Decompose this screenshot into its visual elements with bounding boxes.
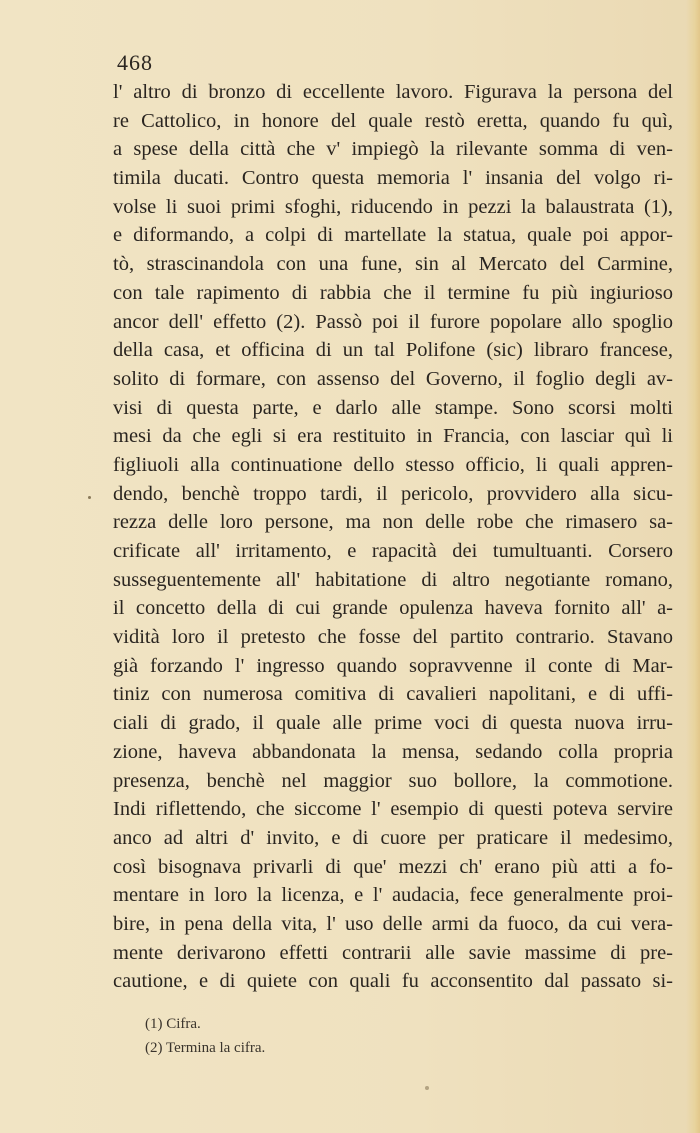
text-line: e diformando, a colpi di martellate la statua, quale poi appor- — [113, 224, 673, 247]
text-line: già forzando l' ingresso quando sopravvenne il conte di Mar- — [113, 654, 673, 677]
page-number: 468 — [117, 50, 153, 75]
text-line: il concetto della di cui grande opulenza haveva fornito all' a- — [113, 597, 673, 620]
footnote: (2) Termina la cifra. — [145, 1040, 266, 1056]
text-line: visi di questa parte, e darlo alle stampe. Sono scorsi molti — [113, 396, 673, 419]
text-line: bire, in pena della vita, l' uso delle armi da fuoco, da cui vera- — [113, 912, 673, 935]
text-line: dendo, benchè troppo tardi, il pericolo, provvidero alla sicu- — [113, 482, 673, 505]
text-line: l' altro di bronzo di eccellente lavoro. Figurava la persona del — [113, 81, 673, 103]
text-line: della casa, et officina di un tal Polifone (sic) libraro francese, — [113, 339, 673, 362]
footnotes — [145, 1012, 265, 1060]
text-line: a spese della città che v' impiegò la rilevante somma di ven- — [113, 138, 673, 161]
text-line: susseguentemente all' habitatione di altro negotiante romano, — [113, 568, 673, 591]
body-text — [113, 78, 673, 996]
text-line: Indi riflettendo, che siccome l' esempio di questi poteva servire — [113, 798, 673, 821]
text-line: con tale rapimento di rabbia che il termine fu più ingiurioso — [113, 281, 673, 304]
text-line: rezza delle loro persone, ma non delle robe che rimasero sa- — [113, 511, 673, 534]
text-line: anco ad altri d' invito, e di cuore per praticare il medesimo, — [113, 826, 673, 849]
paper-speck — [425, 1086, 429, 1090]
text-line: mente derivarono effetti contrarii alle savie massime di pre- — [113, 941, 673, 964]
page-edge — [686, 0, 700, 1133]
paper-speck — [88, 496, 91, 499]
text-line: crificate all' irritamento, e rapacità dei tumultuanti. Corsero — [113, 540, 673, 562]
text-line: figliuoli alla continuatione dello stesso officio, li quali appren- — [113, 453, 673, 476]
text-line: così bisognava privarli di que' mezzi ch' erano più atti a fo- — [113, 855, 673, 878]
text-line: timila ducati. Contro questa memoria l' insania del volgo ri- — [113, 167, 673, 190]
text-line: vidità loro il pretesto che fosse del partito contrario. Stavano — [113, 626, 673, 649]
footnote: (1) Cifra. — [145, 1016, 201, 1032]
text-line: ancor dell' effetto (2). Passò poi il furore popolare allo spoglio — [113, 310, 673, 333]
text-line: volse li suoi primi sfoghi, riducendo in pezzi la balaustrata (1), — [113, 195, 673, 218]
text-line: presenza, benchè nel maggior suo bollore, la commotione. — [113, 769, 673, 792]
text-line: re Cattolico, in honore del quale restò eretta, quando fu quì, — [113, 109, 673, 132]
text-line: cautione, e di quiete con quali fu acconsentito dal passato si- — [113, 970, 673, 993]
text-line: tò, strascinandola con una fune, sin al Mercato del Carmine, — [113, 253, 673, 276]
text-line: solito di formare, con assenso del Governo, il foglio degli av- — [113, 367, 673, 390]
text-line: mesi da che egli si era restituito in Francia, con lasciar quì li — [113, 425, 673, 448]
text-line: zione, haveva abbandonata la mensa, sedando colla propria — [113, 740, 673, 763]
text-line: tiniz con numerosa comitiva di cavalieri napolitani, e di uffi- — [113, 683, 673, 706]
text-line: ciali di grado, il quale alle prime voci di questa nuova irru- — [113, 712, 673, 735]
text-line: mentare in loro la licenza, e l' audacia, fece generalmente proi- — [113, 884, 673, 907]
